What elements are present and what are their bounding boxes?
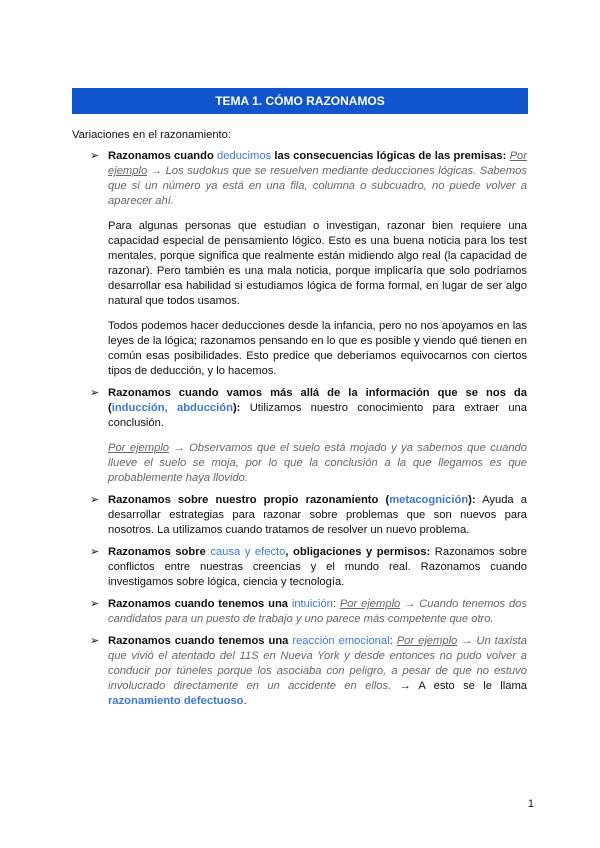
- paragraph: Para algunas personas que estudian o investigan, razonar bien requiere una capacidad especial de pensamiento lógico. Esto es una buena noticia para los test mentales, porque significa que realmente están midiendo algo real (la capacidad de razonar). Pero también es una mala noticia, porque implicaría que solo podríamos desarrollar esa habilidad si estudiamos lógica de forma formal, en lugar de ser algo natural que todos usamos.: [108, 220, 527, 307]
- example-text: → Un taxista que vivió el atentado del 11S en Nueva York y desde entonces no pudo volver a conducir por túneles porque los asociaba con peligro, a pesar de que no estuvo involucrado directamente en un accidente en ellos.: [108, 635, 528, 692]
- bullet-arrow-icon: ➢: [90, 546, 100, 558]
- item-text: Ayuda a desarrollar estrategias para razonar sobre problemas que son nuevos para nosotros. La utilizamos cuando tratamos de resolver un nuevo problema.: [108, 494, 527, 536]
- intro-line: Variaciones en el razonamiento:: [72, 129, 231, 141]
- item-heading-end: ):: [232, 402, 241, 414]
- example-label: Por ejemplo: [339, 598, 401, 610]
- example-text: Los sudokus que se resuelven mediante deducciones lógicas. Sabemos que si un número ya está en una fila, columna o subcuadro, no puede volver a aparecer ahí.: [108, 165, 528, 207]
- item-heading: Razonamos cuando tenemos una: [108, 635, 293, 647]
- paragraph: Todos podemos hacer deducciones desde la infancia, pero no nos apoyamos en las leyes de la lógica; razonamos pensando en lo que es posible y viendo qué tienen en común esas posibilidades. Esto predice que deberíamos equivocarnos con ciertos tipos de deducción, y lo hacemos.: [108, 320, 527, 377]
- example-text: → Cuando tenemos dos candidatos para un puesto de trabajo y uno parece más competente que otro.: [108, 598, 527, 625]
- item-heading: Razonamos cuando vamos más allá de la información que se nos da (: [108, 387, 527, 414]
- item-heading: Razonamos sobre: [108, 546, 211, 558]
- item-heading: Razonamos sobre nuestro propio razonamiento (: [108, 494, 390, 506]
- item-keyword: metacognición: [389, 494, 469, 506]
- example-label: Por ejemplo: [108, 442, 170, 454]
- bullet-arrow-icon: ➢: [90, 387, 100, 399]
- item-keyword: inducción, abducción: [111, 402, 233, 414]
- item-heading-end: :: [332, 598, 340, 610]
- bullet-arrow-icon: ➢: [90, 635, 100, 647]
- list-item-deduction: [90, 149, 527, 379]
- item-keyword: reacción emocional: [292, 635, 390, 647]
- bullet-arrow-icon: ➢: [90, 494, 100, 506]
- bullet-arrow-icon: ➢: [90, 150, 100, 162]
- item-text: Utilizamos nuestro conocimiento para extraer una conclusión.: [108, 402, 527, 429]
- example-label: Por ejemplo: [108, 150, 527, 177]
- item-heading: Razonamos cuando: [108, 150, 218, 162]
- item-heading-end: :: [389, 635, 397, 647]
- example-text: → Observamos que el suelo está mojado y ya sabemos que cuando llueve el suelo se moja, por lo que la conclusión a la que llegamos es que probablemente haya llovido.: [108, 442, 527, 484]
- page-number: 1: [527, 798, 534, 810]
- item-keyword: causa y efecto: [210, 546, 286, 558]
- list-item-metacognition: [90, 493, 527, 538]
- reasoning-list: [90, 149, 527, 716]
- item-heading-end: , obligaciones y permisos:: [285, 546, 431, 558]
- example-arrow: →: [147, 165, 166, 177]
- item-text-end: .: [243, 695, 247, 707]
- bullet-arrow-icon: ➢: [90, 598, 100, 610]
- item-heading: Razonamos cuando tenemos una: [108, 598, 292, 610]
- list-item-emotion: [90, 634, 527, 709]
- item-heading-end: ):: [468, 494, 476, 506]
- item-keyword: deducimos: [217, 150, 272, 162]
- item-heading-end: las consecuencias lógicas de las premisas:: [271, 150, 507, 162]
- list-item-causality: [90, 545, 527, 590]
- example-label: Por ejemplo: [396, 635, 458, 647]
- item-text: Razonamos sobre conflictos entre nuestras creencias y el mundo real. Razonamos cuando investigamos sobre lógica, ciencia y tecnología.: [108, 546, 527, 588]
- list-item-intuition: [90, 597, 527, 627]
- item-text: → A esto se le llama: [391, 680, 527, 692]
- page-title: TEMA 1. CÓMO RAZONAMOS: [72, 88, 528, 114]
- item-keyword-final: razonamiento defectuoso: [108, 695, 244, 707]
- item-keyword: intuición: [291, 598, 333, 610]
- list-item-induction: [90, 386, 527, 486]
